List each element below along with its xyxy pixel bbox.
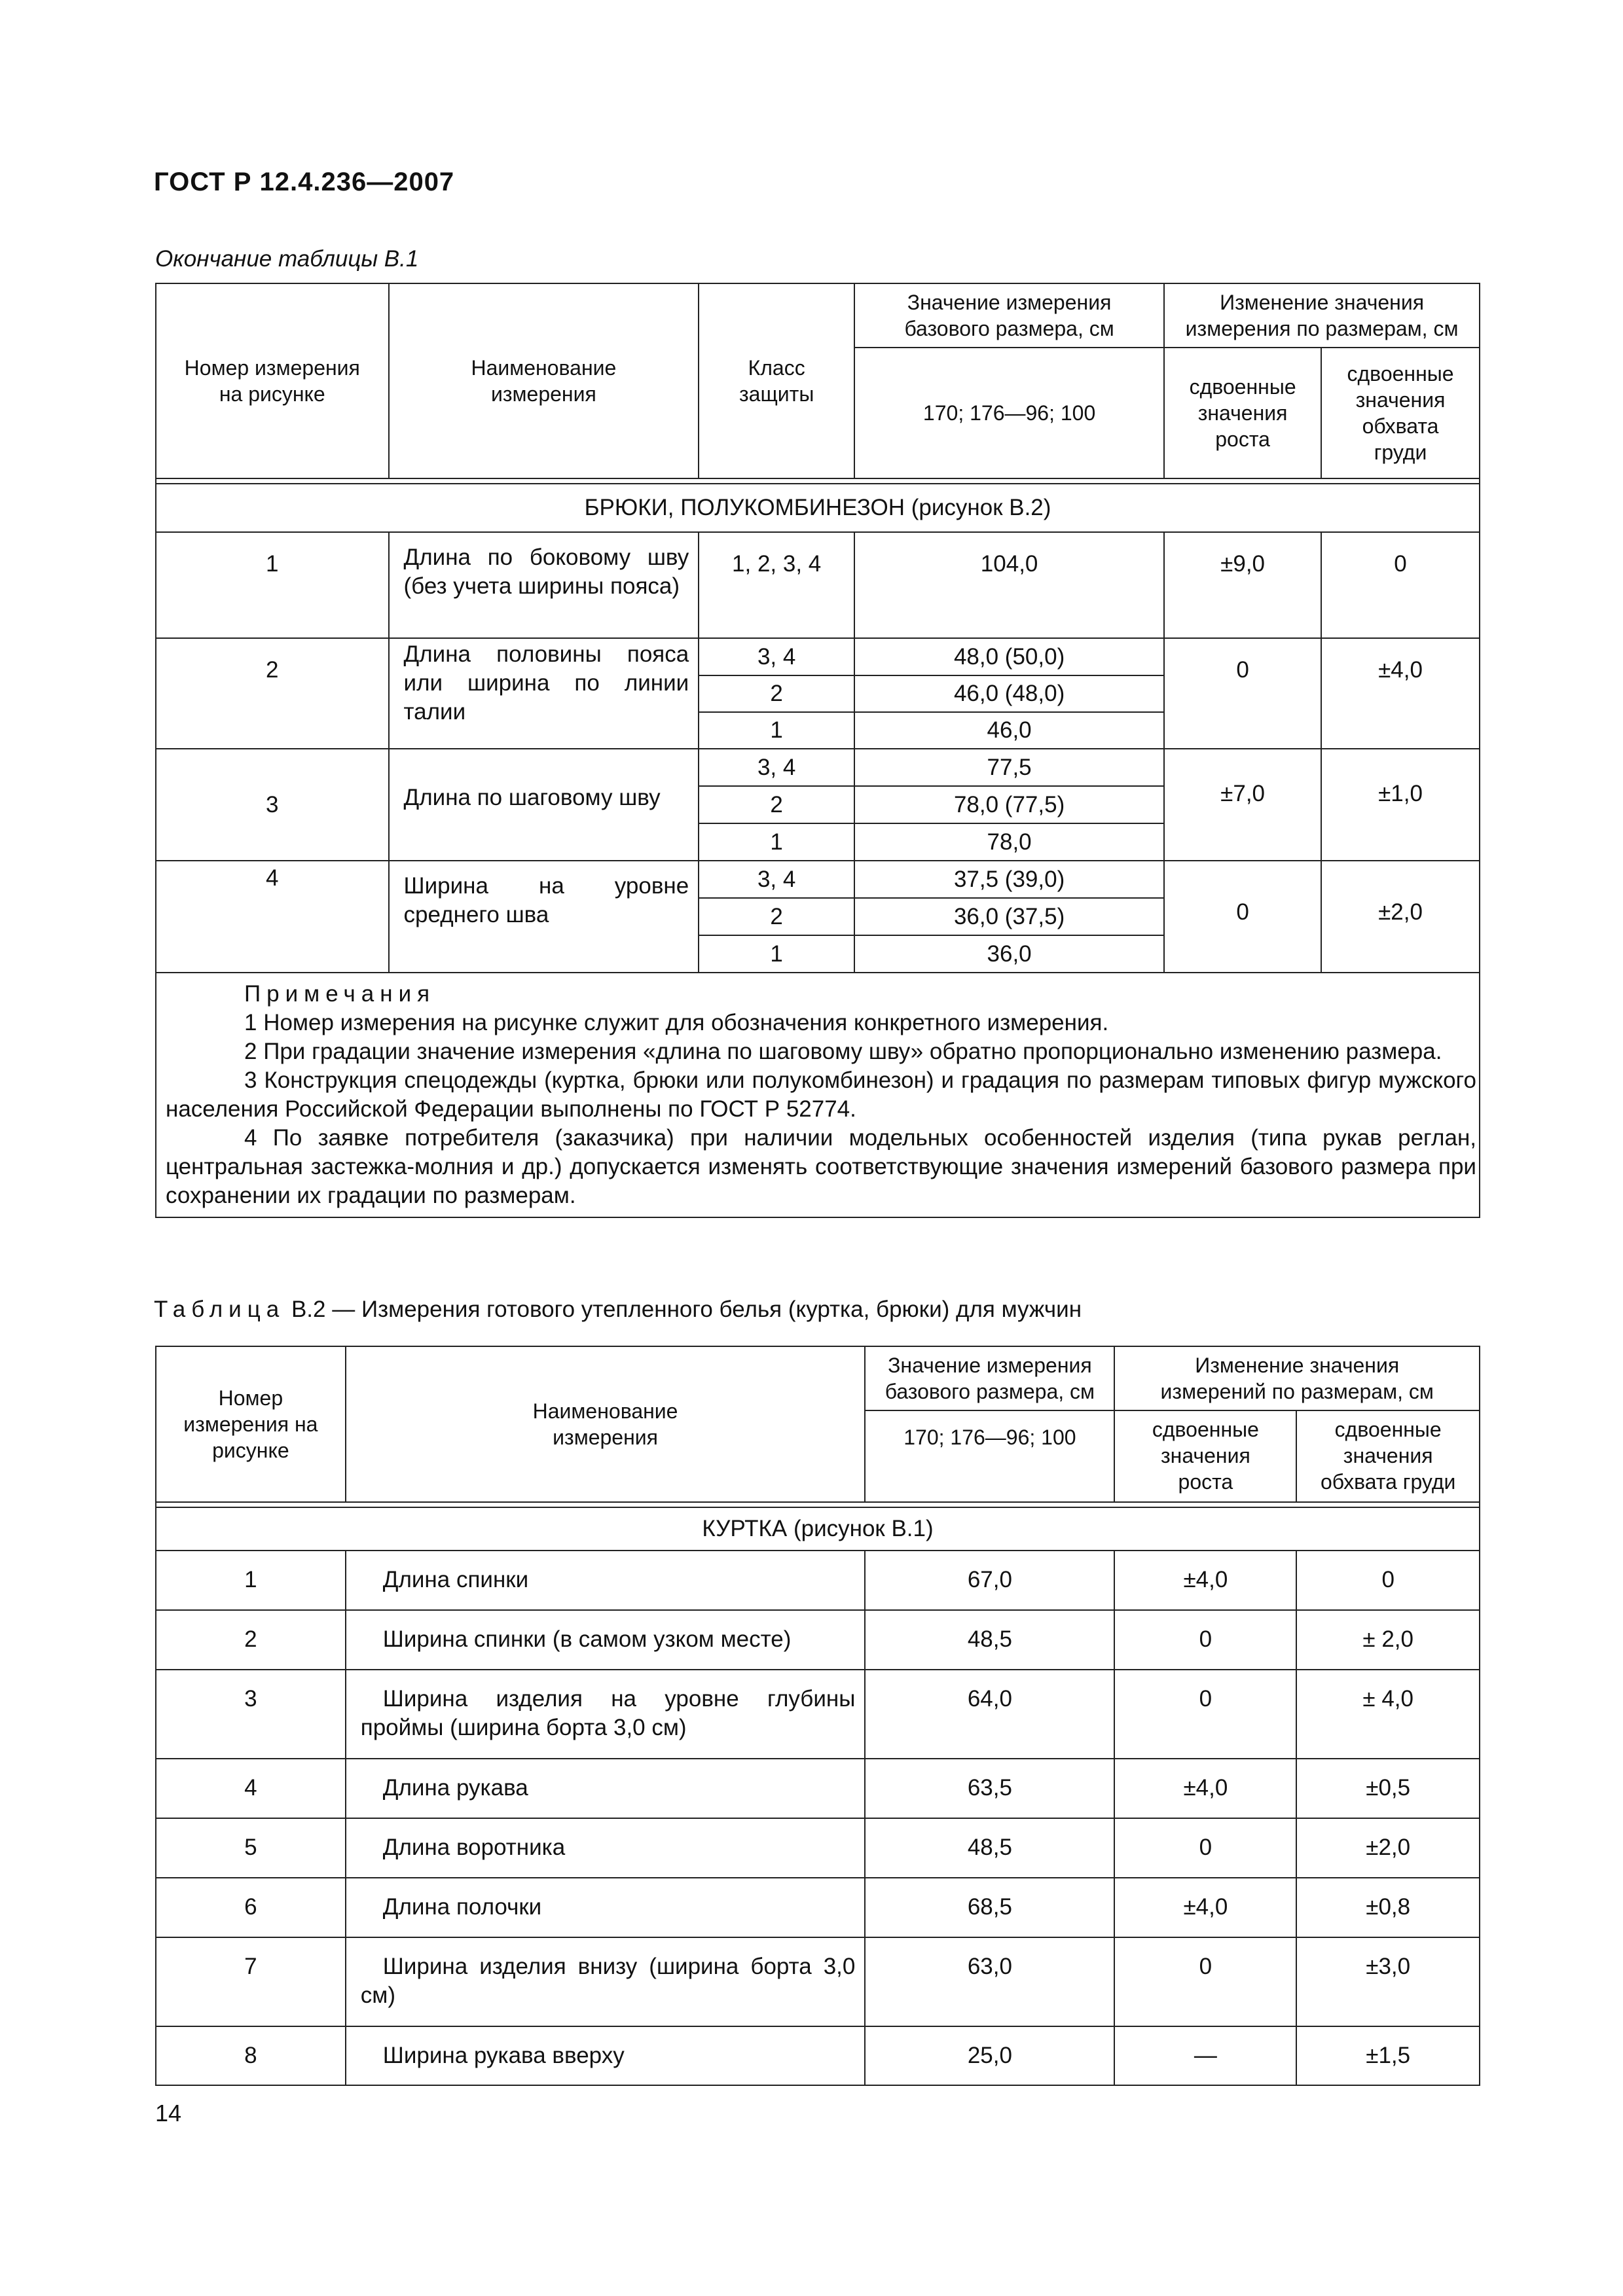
row-value: 67,0 [865, 1551, 1114, 1610]
row-change-chest: ±4,0 [1321, 638, 1480, 749]
row-name: Ширина изделия внизу (ширина борта 3,0 см) [346, 1937, 866, 2026]
row-class: 3, 4 [699, 749, 854, 786]
row-value: 25,0 [865, 2026, 1114, 2085]
row-class: 1, 2, 3, 4 [699, 532, 854, 638]
row-name: Длина полочки [346, 1878, 866, 1937]
header-base-sub: 170; 176—96; 100 [865, 1410, 1114, 1502]
row-name: Длина по боковому шву (без учета ширины пояса) [389, 532, 699, 638]
row-name: Длина воротника [346, 1818, 866, 1878]
row-change-height: 0 [1114, 1818, 1296, 1878]
row-change-chest: ±2,0 [1321, 861, 1480, 973]
table-row [156, 1759, 1480, 1818]
row-num: 1 [156, 1551, 346, 1610]
row-value: 36,0 (37,5) [854, 898, 1164, 935]
row-value: 48,5 [865, 1610, 1114, 1670]
header-num: Номер измерения на рисунке [156, 283, 389, 478]
row-name: Ширина рукава вверху [346, 2026, 866, 2085]
row-name: Ширина на уровне среднего шва [389, 861, 699, 973]
table-row [156, 1937, 1480, 2026]
note-item: 2 При градации значение измерения «длина по шаговому шву» обратно пропорционально изменению размера. [244, 1039, 1442, 1064]
header-change-height: сдвоенные значения роста [1164, 348, 1321, 478]
caption-text: В.2 — Измерения готового утепленного белья (куртка, брюки) для мужчин [285, 1297, 1082, 1322]
row-change-chest: ± 4,0 [1296, 1670, 1480, 1759]
header-name: Наименование измерения [346, 1346, 866, 1502]
row-value: 48,0 (50,0) [854, 638, 1164, 675]
row-change-chest: ±2,0 [1296, 1818, 1480, 1878]
row-num: 4 [156, 861, 389, 973]
row-change-chest: ±0,8 [1296, 1878, 1480, 1937]
section-heading: БРЮКИ, ПОЛУКОМБИНЕЗОН (рисунок В.2) [156, 484, 1480, 532]
row-change-chest: ±1,5 [1296, 2026, 1480, 2085]
note-item: 1 Номер измерения на рисунке служит для обозначения конкретного измерения. [244, 1010, 1109, 1035]
row-class: 2 [699, 786, 854, 823]
table-row [156, 532, 1480, 638]
header-change: Изменение значения измерения по размерам, см [1164, 283, 1480, 348]
note-item: 3 Конструкция спецодежды (куртка, брюки или полукомбинезон) и градация по размерам типовых фигур мужского населения Российской Федерации выполнены по ГОСТ Р 52774. [166, 1067, 1476, 1122]
row-value: 63,0 [865, 1937, 1114, 2026]
header-name: Наименование измерения [389, 283, 699, 478]
row-num: 2 [156, 1610, 346, 1670]
row-change-chest: ±3,0 [1296, 1937, 1480, 2026]
header-base-sub: 170; 176—96; 100 [854, 348, 1164, 478]
row-change-height: 0 [1114, 1670, 1296, 1759]
row-value: 78,0 [854, 823, 1164, 861]
table-continuation-label: Окончание таблицы В.1 [155, 246, 419, 272]
row-name: Длина по шаговому шву [389, 749, 699, 861]
table-row [156, 861, 1480, 898]
row-num: 7 [156, 1937, 346, 2026]
row-class: 2 [699, 675, 854, 712]
table-row [156, 1610, 1480, 1670]
row-class: 1 [699, 935, 854, 973]
table-row [156, 638, 1480, 675]
row-change-height: — [1114, 2026, 1296, 2085]
table-row [156, 1818, 1480, 1878]
row-change-height: ±9,0 [1164, 532, 1321, 638]
row-num: 1 [156, 532, 389, 638]
header-double-rule [156, 1502, 1480, 1507]
row-change-height: ±4,0 [1114, 1878, 1296, 1937]
row-value: 37,5 (39,0) [854, 861, 1164, 898]
page-number: 14 [155, 2100, 182, 2126]
row-value: 68,5 [865, 1878, 1114, 1937]
row-change-chest: ± 2,0 [1296, 1610, 1480, 1670]
row-num: 8 [156, 2026, 346, 2085]
table-row [156, 2026, 1480, 2085]
table-b2 [155, 1346, 1480, 2086]
row-value: 36,0 [854, 935, 1164, 973]
row-class: 3, 4 [699, 861, 854, 898]
table-notes [156, 973, 1480, 1217]
row-num: 4 [156, 1759, 346, 1818]
row-value: 104,0 [854, 532, 1164, 638]
note-item: 4 По заявке потребителя (заказчика) при наличии модельных особенностей изделия (типа рукав реглан, центральная застежка-молния и др.) допускается изменять соответствующие значения измерений базового размера при сохранении их градации по размерам. [166, 1125, 1476, 1208]
row-value: 46,0 [854, 712, 1164, 749]
header-change-chest: сдвоенные значения обхвата груди [1321, 348, 1480, 478]
row-value: 46,0 (48,0) [854, 675, 1164, 712]
row-change-height: ±7,0 [1164, 749, 1321, 861]
row-change-height: 0 [1114, 1610, 1296, 1670]
row-value: 78,0 (77,5) [854, 786, 1164, 823]
row-name: Длина спинки [346, 1551, 866, 1610]
row-change-height: 0 [1164, 861, 1321, 973]
header-base: Значение измерения базового размера, см [854, 283, 1164, 348]
row-name: Длина рукава [346, 1759, 866, 1818]
row-change-chest: 0 [1296, 1551, 1480, 1610]
document-title: ГОСТ Р 12.4.236—2007 [154, 168, 455, 196]
row-change-height: 0 [1164, 638, 1321, 749]
row-value: 48,5 [865, 1818, 1114, 1878]
header-num: Номер измерения на рисунке [156, 1346, 346, 1502]
header-change: Изменение значения измерений по размерам, см [1114, 1346, 1480, 1410]
row-change-chest: ±0,5 [1296, 1759, 1480, 1818]
header-base: Значение измерения базового размера, см [865, 1346, 1114, 1410]
row-change-height: ±4,0 [1114, 1551, 1296, 1610]
row-name: Длина половины пояса или ширина по линии талии [389, 638, 699, 749]
header-change-height: сдвоенные значения роста [1114, 1410, 1296, 1502]
table-row [156, 1670, 1480, 1759]
row-value: 77,5 [854, 749, 1164, 786]
row-value: 64,0 [865, 1670, 1114, 1759]
notes-title: Примечания [244, 981, 436, 1007]
header-class: Класс защиты [699, 283, 854, 478]
row-change-height: ±4,0 [1114, 1759, 1296, 1818]
row-name: Ширина изделия на уровне глубины проймы (ширина борта 3,0 см) [346, 1670, 866, 1759]
caption-word: Таблица [154, 1297, 285, 1322]
section-heading: КУРТКА (рисунок В.1) [156, 1507, 1480, 1551]
header-double-rule [156, 478, 1480, 484]
table-b1-end [155, 283, 1480, 1218]
row-num: 5 [156, 1818, 346, 1878]
row-change-height: 0 [1114, 1937, 1296, 2026]
table-row [156, 1878, 1480, 1937]
header-change-chest: сдвоенные значения обхвата груди [1296, 1410, 1480, 1502]
row-num: 2 [156, 638, 389, 749]
row-class: 2 [699, 898, 854, 935]
table-b2-caption [154, 1297, 1082, 1323]
row-class: 1 [699, 823, 854, 861]
row-num: 3 [156, 1670, 346, 1759]
row-num: 6 [156, 1878, 346, 1937]
row-class: 1 [699, 712, 854, 749]
table-row [156, 1551, 1480, 1610]
row-num: 3 [156, 749, 389, 861]
row-name: Ширина спинки (в самом узком месте) [346, 1610, 866, 1670]
row-change-chest: 0 [1321, 532, 1480, 638]
table-row [156, 749, 1480, 786]
row-value: 63,5 [865, 1759, 1114, 1818]
row-class: 3, 4 [699, 638, 854, 675]
row-change-chest: ±1,0 [1321, 749, 1480, 861]
